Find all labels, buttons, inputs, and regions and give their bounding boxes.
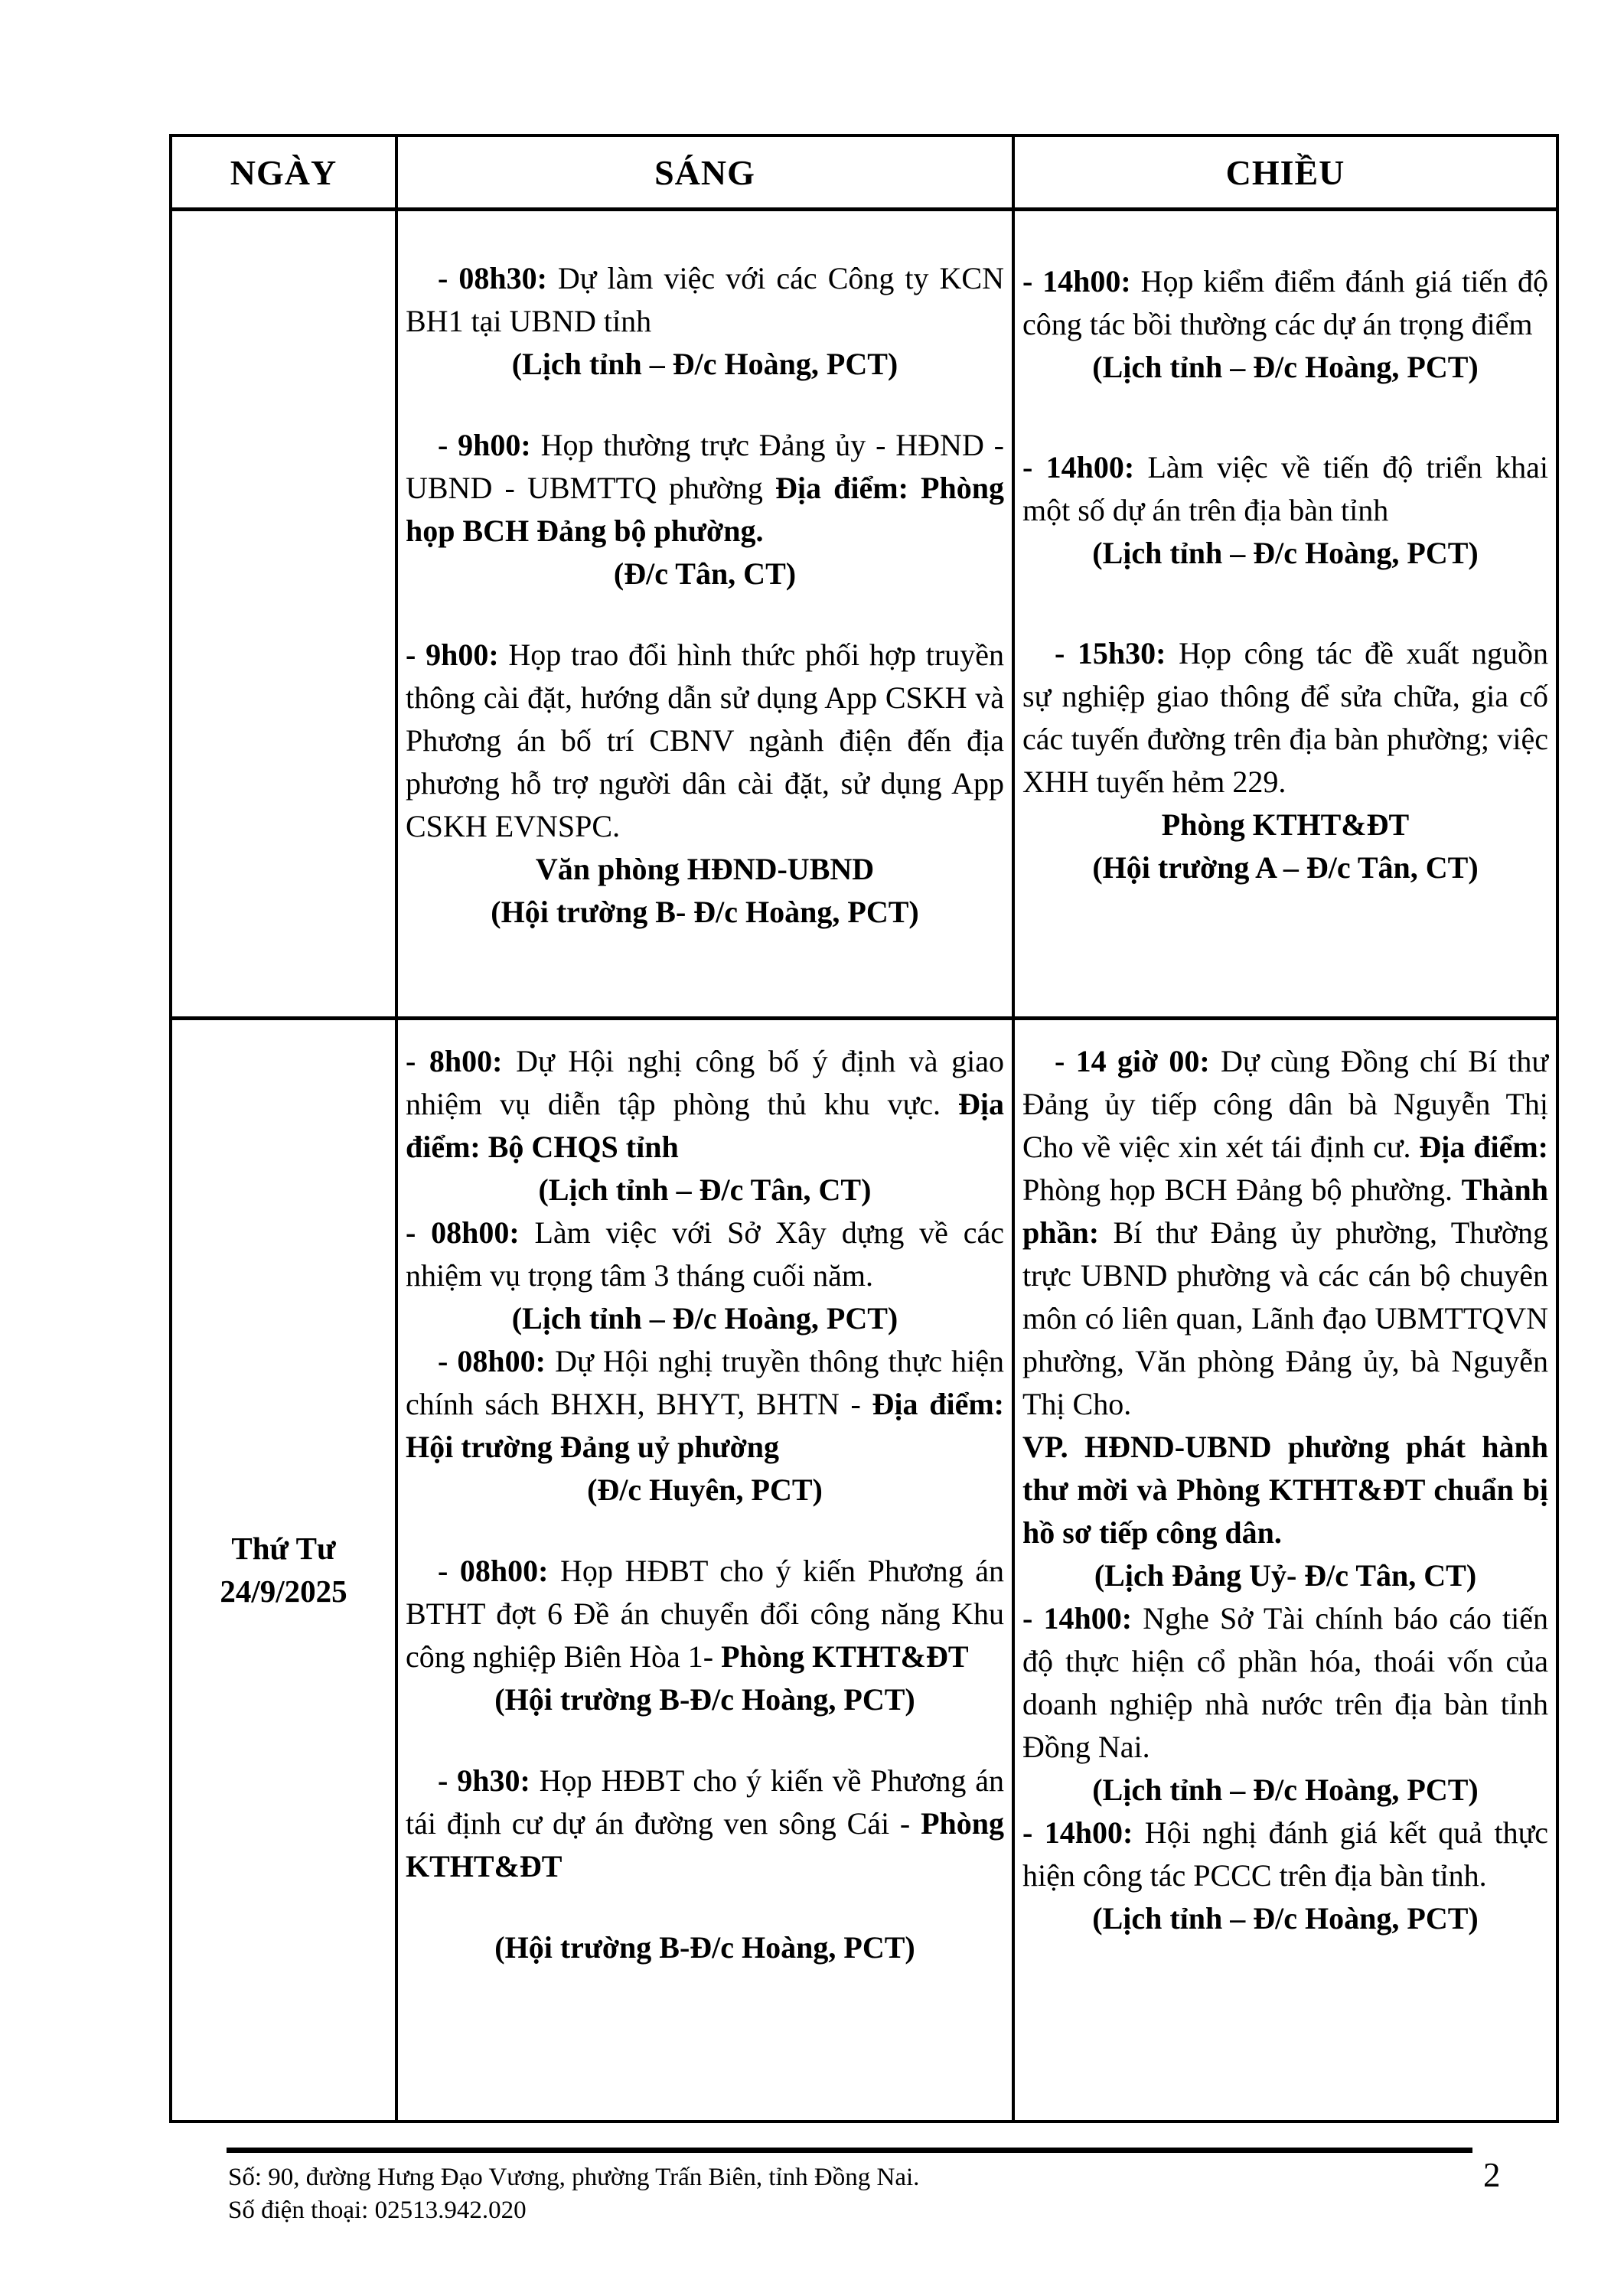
date-cell xyxy=(171,210,396,1019)
schedule-note xyxy=(406,1926,1004,1969)
schedule-note xyxy=(406,553,1004,595)
text-segment: (Hội trường B- Đ/c Hoàng, PCT) xyxy=(491,895,919,929)
table-row xyxy=(171,210,1557,1019)
schedule-entry xyxy=(406,257,1004,343)
text-segment: Địa điểm: xyxy=(1419,1130,1548,1164)
schedule-note xyxy=(406,1297,1004,1340)
schedule-note xyxy=(406,891,1004,934)
text-segment: (Hội trường B-Đ/c Hoàng, PCT) xyxy=(494,1682,915,1717)
text-segment: VP. HĐND-UBND phường phát hành thư mời và Phòng KTHT&ĐT chuẩn bị hồ sơ tiếp công dân. xyxy=(1022,1430,1548,1550)
schedule-entry xyxy=(406,1212,1004,1297)
schedule-note xyxy=(1022,1554,1548,1597)
text-segment: Họp trao đổi hình thức phối hợp truyền thông cài đặt, hướng dẫn sử dụng App CSKH và Phương án bố trí CBNV ngành điện đến địa phương hỗ trợ người dân cài đặt, sử dụng App CSKH EVNSPC. xyxy=(406,638,1004,843)
schedule-note xyxy=(406,1469,1004,1512)
schedule-entry xyxy=(406,1040,1004,1169)
schedule-table xyxy=(169,134,1559,2123)
text-segment: Họp thường trực Đảng ủy - HĐND - UBND - UBMTTQ phường xyxy=(406,428,1004,505)
text-segment: - 14h00: xyxy=(1022,1601,1133,1636)
page-footer xyxy=(228,2161,919,2227)
text-segment: - 9h00: xyxy=(438,428,531,462)
text-segment: - 15h30: xyxy=(1055,636,1166,670)
page-number: 2 xyxy=(1483,2156,1501,2194)
text-segment: Địa điểm: Phòng họp BCH Đảng bộ phường. xyxy=(406,471,1004,548)
date-weekday: Thứ Tư xyxy=(231,1531,336,1567)
text-segment: Bí thư Đảng ủy phường, Thường trực UBND phường và các cán bộ chuyên môn có liên quan, Lãnh đạo UBMTTQVN phường, Văn phòng Đảng ủy, bà Nguyễn Thị Cho. xyxy=(1022,1215,1548,1421)
column-header-date: NGÀY xyxy=(171,135,396,210)
text-segment: (Lịch tỉnh – Đ/c Hoàng, PCT) xyxy=(1092,1773,1479,1807)
text-segment: (Lịch tỉnh – Đ/c Hoàng, PCT) xyxy=(511,1301,898,1336)
date-cell xyxy=(171,1019,396,2122)
text-segment: - 14h00: xyxy=(1022,1815,1133,1850)
text-segment: (Lịch tỉnh – Đ/c Hoàng, PCT) xyxy=(1092,350,1479,384)
text-segment: - 08h00: xyxy=(406,1215,520,1250)
text-segment: Dự cùng Đồng chí Bí thư Đảng ủy tiếp công dân bà Nguyễn Thị Cho về việc xin xét tái định cư. xyxy=(1022,1044,1548,1164)
morning-cell xyxy=(396,210,1013,1019)
footer-divider xyxy=(227,2148,1472,2153)
schedule-entry xyxy=(1022,1040,1548,1426)
text-segment: (Lịch tỉnh – Đ/c Hoàng, PCT) xyxy=(1092,536,1479,570)
text-segment: - 08h00: xyxy=(438,1344,546,1378)
schedule-note xyxy=(1022,346,1548,389)
text-segment: Họp HĐBT cho ý kiến Phương án BTHT đợt 6 Đề án chuyển đổi công năng Khu công nghiệp Biên Hòa 1- xyxy=(406,1554,1004,1674)
text-segment: - 08h00: xyxy=(438,1554,549,1588)
text-segment: (Hội trường B-Đ/c Hoàng, PCT) xyxy=(494,1930,915,1965)
afternoon-cell xyxy=(1013,1019,1557,2122)
column-header-afternoon: CHIỀU xyxy=(1013,135,1557,210)
text-segment: (Đ/c Huyên, PCT) xyxy=(587,1473,823,1507)
table-row xyxy=(171,1019,1557,2122)
text-segment: (Lịch tỉnh – Đ/c Tân, CT) xyxy=(538,1172,872,1207)
schedule-note xyxy=(1022,804,1548,846)
text-segment: - 08h30: xyxy=(438,261,547,295)
text-segment: (Lịch Đảng Uỷ- Đ/c Tân, CT) xyxy=(1094,1558,1477,1593)
text-segment: Phòng KTHT&ĐT xyxy=(406,1806,1004,1883)
schedule-note xyxy=(406,1678,1004,1721)
schedule-note xyxy=(1022,1769,1548,1812)
morning-cell xyxy=(396,1019,1013,2122)
text-segment: Họp công tác đề xuất nguồn sự nghiệp giao thông để sửa chữa, gia cố các tuyến đường trên địa bàn phường; việc XHH tuyến hẻm 229. xyxy=(1022,636,1548,799)
text-segment: - 14 giờ 00: xyxy=(1055,1044,1210,1078)
schedule-entry xyxy=(1022,446,1548,532)
text-segment: - 14h00: xyxy=(1022,450,1135,484)
schedule-note xyxy=(1022,1897,1548,1940)
text-segment: Hội nghị đánh giá kết quả thực hiện công tác PCCC trên địa bàn tỉnh. xyxy=(1022,1815,1549,1893)
schedule-entry xyxy=(1022,632,1548,804)
schedule-entry xyxy=(406,1340,1004,1469)
text-segment: Phòng KTHT&ĐT xyxy=(721,1639,969,1674)
afternoon-cell xyxy=(1013,210,1557,1019)
text-segment: Phòng KTHT&ĐT xyxy=(1161,807,1410,842)
column-header-morning: SÁNG xyxy=(396,135,1013,210)
table-header-row xyxy=(171,135,1557,210)
schedule-entry xyxy=(406,634,1004,848)
schedule-entry xyxy=(406,1550,1004,1678)
schedule-note xyxy=(1022,846,1548,889)
schedule-entry xyxy=(1022,1597,1548,1769)
text-segment: - 8h00: xyxy=(406,1044,503,1078)
text-segment: Dự Hội nghị truyền thông thực hiện chính sách BHXH, BHYT, BHTN - xyxy=(406,1344,1004,1421)
text-segment: Họp HĐBT cho ý kiến về Phương án tái định cư dự án đường ven sông Cái - xyxy=(406,1763,1004,1841)
schedule-entry xyxy=(1022,1812,1548,1897)
text-segment: - 9h30: xyxy=(438,1763,530,1798)
text-segment: Thành phần: xyxy=(1022,1172,1548,1250)
schedule-entry xyxy=(1022,1426,1548,1554)
text-segment: Nghe Sở Tài chính báo cáo tiến độ thực hiện cổ phần hóa, thoái vốn của doanh nghiệp nhà nước trên địa bàn tỉnh Đồng Nai. xyxy=(1022,1601,1548,1764)
text-segment: Phòng họp BCH Đảng bộ phường. xyxy=(1022,1172,1462,1207)
schedule-entry xyxy=(406,424,1004,553)
text-segment: Họp kiểm điểm đánh giá tiến độ công tác bồi thường các dự án trọng điểm xyxy=(1022,264,1548,341)
text-segment: Văn phòng HĐND-UBND xyxy=(535,852,875,886)
footer-address: Số: 90, đường Hưng Đạo Vương, phường Trấn Biên, tỉnh Đồng Nai. xyxy=(228,2164,920,2191)
text-segment: Làm việc với Sở Xây dựng về các nhiệm vụ trọng tâm 3 tháng cuối năm. xyxy=(406,1215,1004,1293)
text-segment: - 14h00: xyxy=(1022,264,1131,298)
date-value: 24/9/2025 xyxy=(220,1574,347,1609)
text-segment: (Hội trường A – Đ/c Tân, CT) xyxy=(1092,850,1479,885)
text-segment: (Lịch tỉnh – Đ/c Hoàng, PCT) xyxy=(1092,1901,1479,1936)
text-segment: Dự làm việc với các Công ty KCN BH1 tại UBND tỉnh xyxy=(406,261,1004,338)
schedule-note xyxy=(1022,532,1548,575)
schedule-note xyxy=(406,343,1004,386)
text-segment: - 9h00: xyxy=(406,638,499,672)
text-segment: Dự Hội nghị công bố ý định và giao nhiệm vụ diễn tập phòng thủ khu vực. xyxy=(406,1044,1004,1121)
schedule-note xyxy=(406,848,1004,891)
schedule-entry xyxy=(406,1760,1004,1888)
text-segment: (Đ/c Tân, CT) xyxy=(613,556,797,591)
text-segment: (Lịch tỉnh – Đ/c Hoàng, PCT) xyxy=(511,347,898,381)
text-segment: Địa điểm: Bộ CHQS tỉnh xyxy=(406,1087,1004,1164)
schedule-note xyxy=(406,1169,1004,1212)
text-segment: Làm việc về tiến độ triển khai một số dự án trên địa bàn tỉnh xyxy=(1022,450,1548,527)
text-segment: Địa điểm: Hội trường Đảng uỷ phường xyxy=(406,1387,1004,1464)
footer-phone: Số điện thoại: 02513.942.020 xyxy=(228,2197,527,2224)
schedule-entry xyxy=(1022,260,1548,346)
